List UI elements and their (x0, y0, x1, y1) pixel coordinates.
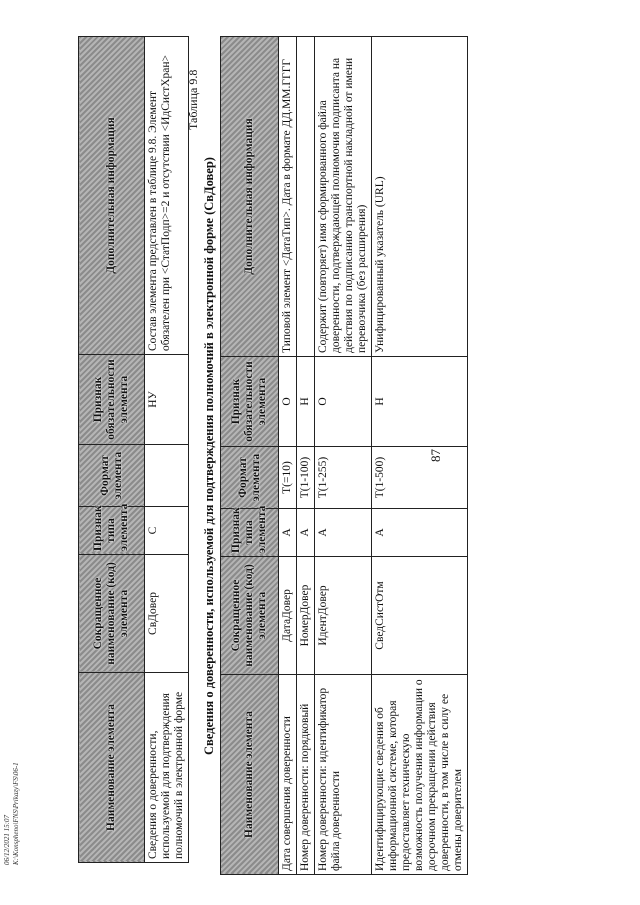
cell-required: Н (372, 357, 468, 447)
cell-type: А (297, 509, 315, 557)
cell-format: T(=10) (279, 447, 297, 509)
footer-stamp (3, 762, 21, 865)
header-cell: Сокращенное наименование (код) элемента (221, 557, 279, 675)
header-cell: Формат элемента (221, 447, 279, 509)
cell-required: О (279, 357, 297, 447)
cell-code: НомерДовер (297, 557, 315, 675)
table-row (145, 37, 189, 863)
cell-info: Состав элемента представлен в таблице 9.8. Элемент обязателен при <СтатПодп>=2 и отсутствии <ИдСистХран> (145, 37, 189, 355)
table-row (372, 37, 468, 875)
header-cell: Признак обязательности элемента (79, 355, 145, 445)
cell-name: Сведения о доверенности, используемой для подтверждения полномочий в электронной форме (145, 673, 189, 863)
header-cell: Наименование элемента (79, 673, 145, 863)
table-number-caption: Таблица 9.8 (186, 69, 200, 130)
cell-format: T(1-500) (372, 447, 468, 509)
cell-info: Содержит (повторяет) имя сформированного файла доверенности, подтверждающей полномочия подписанта на действия по подписанию транспортной накладной от имени перевозчика (без расширения) (315, 37, 372, 357)
cell-type: С (145, 507, 189, 555)
cell-name: Дата совершения доверенности (279, 675, 297, 875)
table-row (315, 37, 372, 875)
table-row (279, 37, 297, 875)
cell-format: T(1-255) (315, 447, 372, 509)
cell-format: T(1-100) (297, 447, 315, 509)
cell-code: ДатаДовер (279, 557, 297, 675)
header-cell: Дополнительная информация (221, 37, 279, 357)
cell-info (297, 37, 315, 357)
header-cell: Сокращенное наименование (код) элемента (79, 555, 145, 673)
header-cell: Наименование элемента (221, 675, 279, 875)
table-9-8 (220, 36, 468, 875)
cell-info: Унифицированный указатель (URL) (372, 37, 468, 357)
cell-required: О (315, 357, 372, 447)
table-header-row (221, 37, 279, 875)
cell-type: А (315, 509, 372, 557)
header-cell: Признак обязательности элемента (221, 357, 279, 447)
cell-code: СведСистОтм (372, 557, 468, 675)
footer-path: K:\Konspheno\FNS\Prikazy\FS\06-1 (12, 762, 20, 865)
table-row (297, 37, 315, 875)
cell-name: Идентифицирующие сведения об информационной системе, которая предоставляет техническую возможность получения информации о досрочном прекращении действия доверенности, в том числе в силу ее отмены доверителем (372, 675, 468, 875)
table-header-row (79, 37, 145, 863)
table-continuation (78, 36, 189, 863)
cell-code: ИдентДовер (315, 557, 372, 675)
cell-type: А (372, 509, 468, 557)
table-title: Сведения о доверенности, используемой для подтверждения полномочий в электронной форме (СвДовер) (202, 157, 216, 755)
cell-name: Номер доверенности: идентификатор файла доверенности (315, 675, 372, 875)
header-cell: Признак типа элемента (221, 509, 279, 557)
header-cell: Признак типа элемента (79, 507, 145, 555)
header-cell: Формат элемента (79, 445, 145, 507)
footer-date: 06/12/2021 15:07 (3, 815, 11, 865)
cell-name: Номер доверенности: порядковый (297, 675, 315, 875)
cell-code: СвДовер (145, 555, 189, 673)
cell-info: Типовой элемент <ДатаТип>. Дата в формате ДД.ММ.ГГГГ (279, 37, 297, 357)
cell-required: Н (297, 357, 315, 447)
page-number: 87 (428, 449, 443, 462)
cell-required: НУ (145, 355, 189, 445)
cell-format (145, 445, 189, 507)
cell-type: А (279, 509, 297, 557)
header-cell: Дополнительная информация (79, 37, 145, 355)
